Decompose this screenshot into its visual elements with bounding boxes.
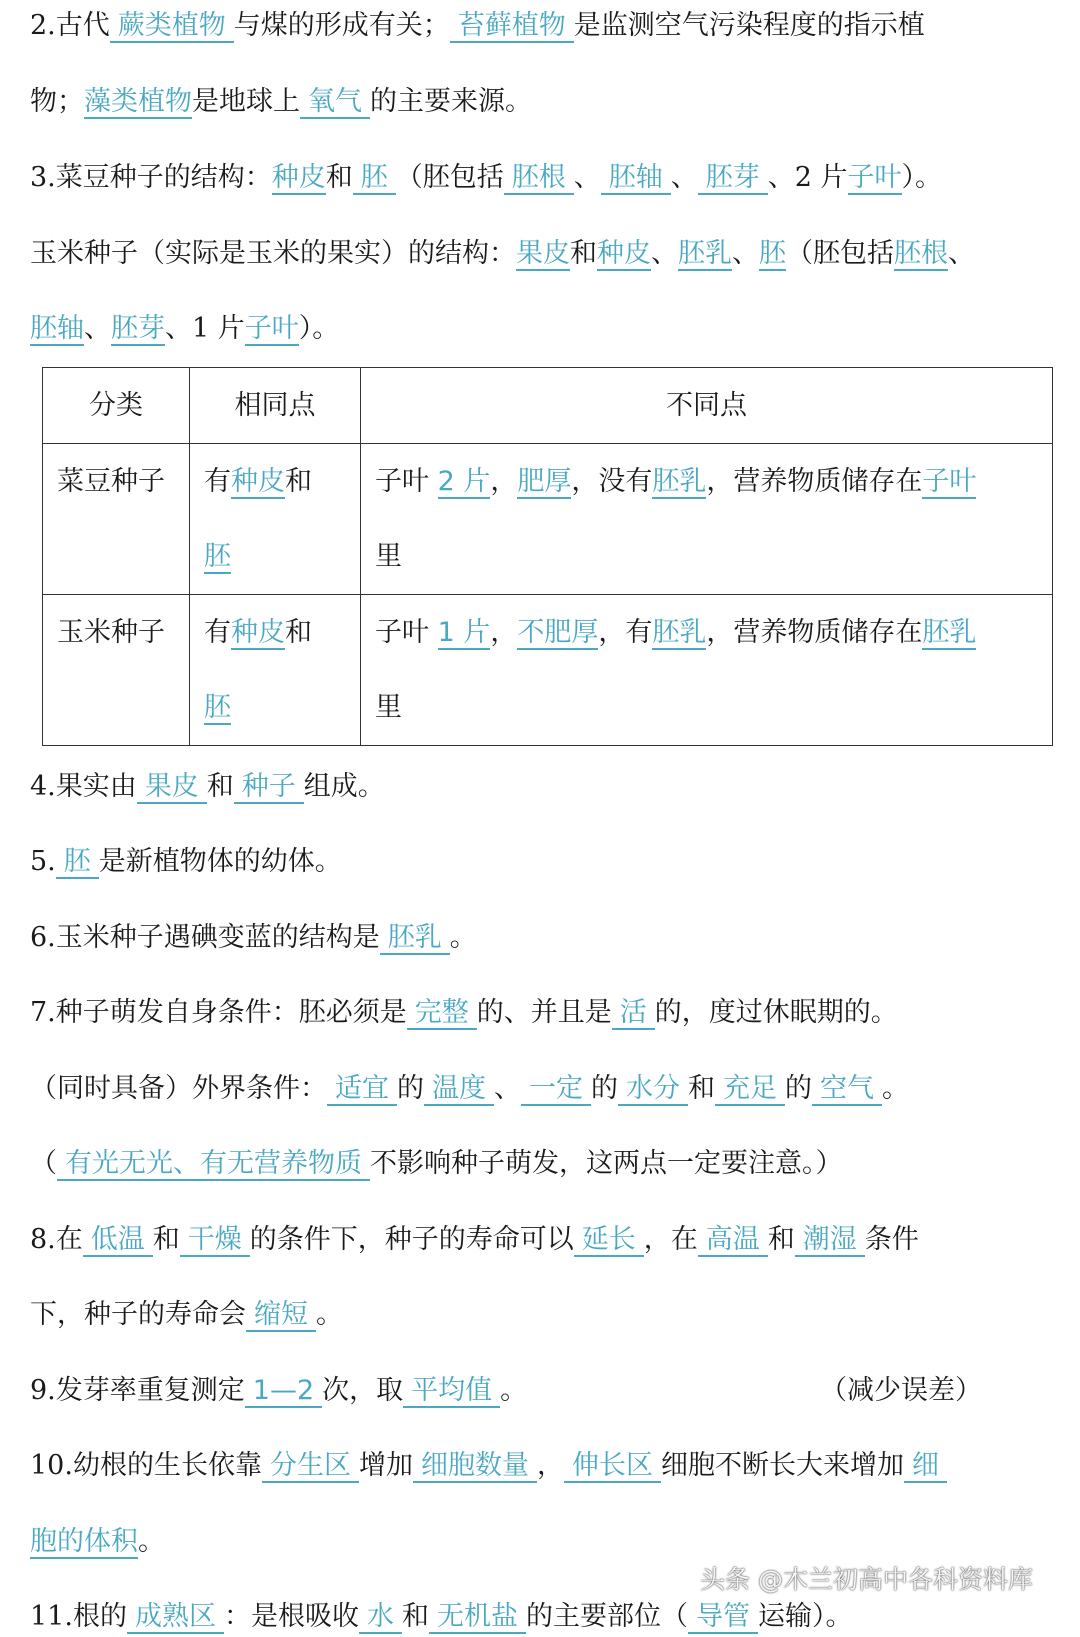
answer-blank: 果皮 [516, 238, 570, 269]
text-line [30, 1446, 947, 1486]
row-name: 玉米种子 [43, 595, 190, 746]
header-difference: 不同点 [361, 368, 1053, 444]
table-row [43, 444, 1053, 595]
text-segment: 和 [325, 162, 353, 193]
answer-blank: 完整 [407, 997, 477, 1030]
answer-blank: 低温 [83, 1224, 153, 1257]
answer-blank: 1—2 [245, 1375, 322, 1408]
text-segment: ）。 [298, 313, 340, 344]
text-line [30, 158, 942, 198]
answer-blank: 干燥 [180, 1224, 250, 1257]
text-line [30, 993, 898, 1033]
text-segment: 和 [152, 1224, 180, 1255]
answer-blank: 胚 [353, 162, 396, 195]
text-segment: 增加 [358, 1450, 413, 1481]
text-segment: 5. [30, 846, 56, 877]
cell-line [204, 444, 346, 519]
text-segment: 6.玉米种子遇碘变蓝的结构是 [30, 922, 380, 953]
answer-blank: 不肥厚 [517, 617, 599, 648]
text-segment: ，没有 [571, 466, 653, 497]
text-line [30, 842, 342, 882]
text-segment: 、 [573, 162, 601, 193]
answer-blank: 种皮 [231, 466, 285, 497]
text-segment: 子叶 [375, 466, 438, 497]
text-segment: 物； [30, 86, 84, 117]
text-segment: 不影响种子萌发，这两点一定要注意。） [370, 1148, 843, 1179]
answer-blank: 缩短 [246, 1299, 316, 1332]
answer-blank: 胚乳 [652, 617, 707, 648]
text-segment: 。 [449, 922, 477, 953]
text-segment: 、 [494, 1073, 521, 1104]
text-segment: ）。 [901, 162, 943, 193]
answer-blank: 胚 [204, 541, 231, 572]
text-segment: ，营养物质储存在 [706, 617, 923, 648]
answer-blank: 胚芽 [698, 162, 768, 195]
answer-blank: 种皮 [271, 162, 326, 193]
answer-blank: 细 [904, 1450, 947, 1483]
text-segment: 有 [204, 466, 231, 497]
text-segment: 运输）。 [757, 1601, 853, 1632]
answer-blank: 导管 [688, 1601, 758, 1634]
answer-blank: 胚 [759, 238, 786, 269]
text-segment: 10.幼根的生长依靠 [30, 1450, 262, 1481]
header-similarity: 相同点 [190, 368, 361, 444]
text-segment: 和 [688, 1073, 715, 1104]
text-segment: 和 [401, 1601, 429, 1632]
text-segment: 11.根的 [30, 1601, 127, 1632]
answer-blank: 胚芽 [111, 313, 165, 344]
text-segment: 。 [500, 1375, 528, 1406]
row-diff [361, 444, 1053, 595]
text-segment: 是监测空气污染程度的指示植 [573, 10, 925, 41]
text-segment: 的、并且是 [476, 997, 612, 1028]
answer-blank: 种皮 [231, 617, 285, 648]
answer-blank: 适宜 [327, 1073, 397, 1106]
text-segment: 、1 片 [165, 313, 245, 344]
text-segment: 和 [767, 1224, 795, 1255]
text-segment: （胚包括 [786, 238, 894, 269]
text-segment: 8.在 [30, 1224, 83, 1255]
text-segment: 。 [316, 1299, 343, 1330]
text-line [30, 1220, 919, 1260]
text-segment: 是地球上 [192, 86, 300, 117]
text-segment: 、 [948, 238, 975, 269]
answer-blank: 胚轴 [30, 313, 84, 344]
text-segment: 。 [882, 1073, 909, 1104]
row-same [190, 595, 361, 746]
text-segment: 、 [670, 162, 698, 193]
answer-blank: 胚乳 [652, 466, 707, 497]
text-segment: 玉米种子（实际是玉米的果实）的结构： [30, 238, 516, 269]
text-line [30, 1295, 343, 1335]
text-line [30, 1597, 852, 1637]
answer-blank: 肥厚 [517, 466, 572, 497]
answer-blank: 氧气 [300, 86, 370, 119]
text-segment: 的主要部位（ [525, 1601, 688, 1632]
text-segment: （同时具备）外界条件： [30, 1073, 327, 1104]
text-segment: 、 [651, 238, 678, 269]
text-segment: 的 [785, 1073, 812, 1104]
text-segment: 、 [732, 238, 759, 269]
answer-blank: 子叶 [922, 466, 977, 497]
answer-blank: 高温 [698, 1224, 768, 1257]
answer-blank: 胚乳 [922, 617, 977, 648]
answer-blank: 胚乳 [380, 922, 450, 955]
answer-blank: 分生区 [262, 1450, 359, 1483]
text-segment: 2.古代 [30, 10, 110, 41]
text-segment: ，有 [598, 617, 653, 648]
answer-blank: 胚 [204, 692, 231, 723]
text-segment: 里 [375, 692, 402, 723]
cell-line [375, 595, 1038, 670]
answer-blank: 2 片 [437, 466, 491, 497]
text-line [30, 234, 975, 274]
text-segment: 和 [206, 771, 234, 802]
text-segment: 7.种子萌发自身条件：胚必须是 [30, 997, 407, 1028]
cell-line [204, 519, 346, 594]
row-name: 菜豆种子 [43, 444, 190, 595]
text-line [30, 1522, 165, 1562]
watermark: 头条 @木兰初高中各科资料库 [700, 1565, 1033, 1594]
text-line [30, 1069, 909, 1109]
note-reduce-error: （减少误差） [820, 1375, 982, 1406]
answer-blank: 充足 [715, 1073, 785, 1106]
answer-blank: 果皮 [137, 771, 207, 804]
answer-blank: 水分 [618, 1073, 688, 1106]
text-segment: 9.发芽率重复测定 [30, 1375, 245, 1406]
answer-blank: 胚乳 [678, 238, 732, 269]
text-line [30, 82, 532, 122]
text-segment: 、2 片 [767, 162, 848, 193]
answer-blank: 细胞数量 [413, 1450, 537, 1483]
text-segment: ，在 [643, 1224, 698, 1255]
text-segment: 和 [285, 617, 312, 648]
cell-line [204, 670, 346, 745]
text-segment: 4.果实由 [30, 771, 137, 802]
table-row [43, 595, 1053, 746]
text-segment: 有 [204, 617, 231, 648]
header-category: 分类 [43, 368, 190, 444]
answer-blank: 空气 [812, 1073, 882, 1106]
text-segment: 次，取 [322, 1375, 404, 1406]
text-segment: 与煤的形成有关； [233, 10, 450, 41]
text-segment: ：是根吸收 [223, 1601, 359, 1632]
row-diff [361, 595, 1053, 746]
text-segment: （ [30, 1148, 57, 1179]
answer-blank: 子叶 [244, 313, 299, 344]
text-segment: ， [536, 1450, 564, 1481]
text-segment: 下，种子的寿命会 [30, 1299, 246, 1330]
answer-blank: 活 [612, 997, 655, 1030]
cell-line [375, 444, 1038, 519]
answer-blank: 平均值 [403, 1375, 500, 1408]
text-segment: 子叶 [375, 617, 438, 648]
answer-blank: 一定 [521, 1073, 591, 1106]
text-line [30, 918, 477, 958]
answer-blank: 温度 [424, 1073, 494, 1106]
seed-comparison-table [42, 367, 1053, 746]
answer-blank: 胚根 [894, 238, 948, 269]
text-segment: ， [490, 617, 518, 648]
text-segment: 的，度过休眠期的。 [654, 997, 898, 1028]
answer-blank: 潮湿 [795, 1224, 865, 1257]
cell-line [204, 595, 346, 670]
text-line [30, 6, 925, 46]
answer-blank: 延长 [574, 1224, 644, 1257]
text-line [30, 309, 339, 349]
answer-blank: 子叶 [847, 162, 902, 193]
text-segment: 和 [570, 238, 597, 269]
answer-blank: 1 片 [437, 617, 491, 648]
answer-blank: 苔藓植物 [450, 10, 574, 43]
answer-blank: 胚 [56, 846, 99, 879]
text-segment: 条件 [864, 1224, 919, 1255]
text-segment: 和 [285, 466, 312, 497]
answer-blank: 伸长区 [564, 1450, 661, 1483]
text-segment: 的 [591, 1073, 618, 1104]
text-line [30, 1371, 527, 1411]
text-segment: 里 [375, 541, 402, 572]
text-segment: （胚包括 [395, 162, 504, 193]
table-header-row [43, 368, 1053, 444]
text-segment: 的 [397, 1073, 424, 1104]
answer-blank: 胞的体积 [30, 1526, 138, 1557]
answer-blank: 无机盐 [429, 1601, 526, 1634]
text-segment: 。 [138, 1526, 165, 1557]
answer-blank: 种皮 [597, 238, 651, 269]
text-segment: 、 [84, 313, 111, 344]
text-segment: 组成。 [303, 771, 385, 802]
text-segment: 的条件下，种子的寿命可以 [249, 1224, 574, 1255]
text-segment: 是新植物体的幼体。 [98, 846, 342, 877]
text-segment: 的主要来源。 [370, 86, 532, 117]
answer-blank: 胚根 [504, 162, 574, 195]
text-segment: 3.菜豆种子的结构： [30, 162, 272, 193]
row-same [190, 444, 361, 595]
answer-blank: 藻类植物 [84, 86, 192, 117]
cell-line [375, 670, 1038, 745]
text-segment: ，营养物质储存在 [706, 466, 923, 497]
answer-blank: 种子 [234, 771, 304, 804]
text-line [30, 767, 385, 807]
answer-blank: 水 [359, 1601, 402, 1634]
text-segment: 细胞不断长大来增加 [660, 1450, 904, 1481]
answer-blank: 蕨类植物 [110, 10, 234, 43]
cell-line [375, 519, 1038, 594]
answer-blank: 胚轴 [601, 162, 671, 195]
text-line [30, 1144, 843, 1184]
text-segment: ， [490, 466, 518, 497]
answer-blank: 有光无光、有无营养物质 [57, 1148, 370, 1181]
answer-blank: 成熟区 [127, 1601, 224, 1634]
